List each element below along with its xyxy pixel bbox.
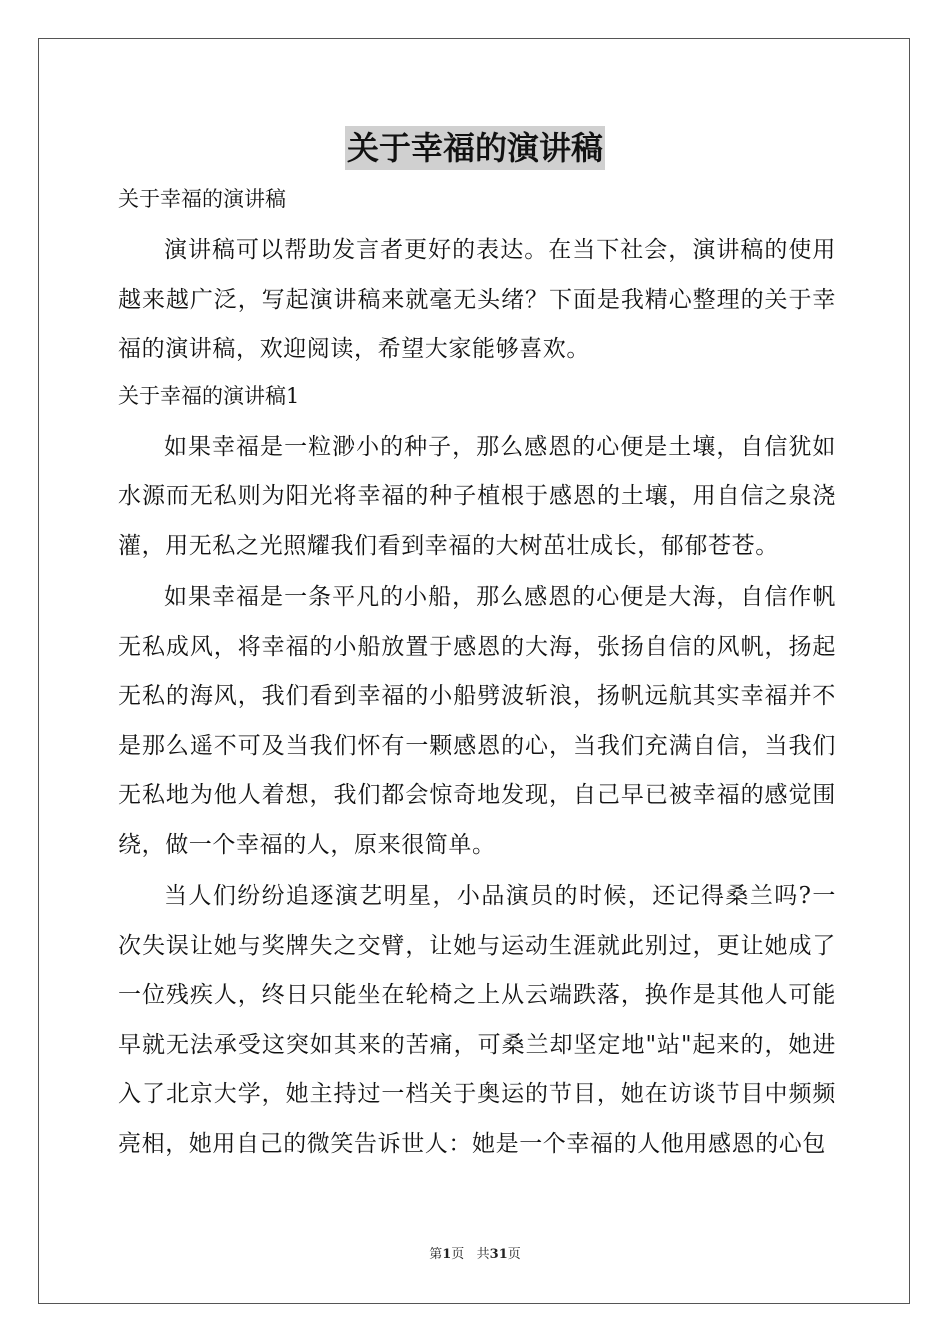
intro-paragraph: 演讲稿可以帮助发言者更好的表达。在当下社会，演讲稿的使用越来越广泛，写起演讲稿来就毫无头绪？下面是我精心整理的关于幸福的演讲稿，欢迎阅读，希望大家能够喜欢。: [118, 237, 836, 362]
document-title: 关于幸福的演讲稿: [345, 126, 605, 170]
document-body: [118, 180, 836, 1171]
document-subtitle: 关于幸福的演讲稿: [118, 187, 286, 211]
footer-total-pages: 31: [489, 1247, 508, 1262]
body-paragraph-2: 如果幸福是一条平凡的小船，那么感恩的心便是大海，自信作帆无私成风，将幸福的小船放置于感恩的大海，张扬自信的风帆，扬起无私的海风，我们看到幸福的小船劈波斩浪，扬帆远航其实幸福并不是那么遥不可及当我们怀有一颗感恩的心，当我们充满自信，当我们无私地为他人着想，我们都会惊奇地发现，自己早已被幸福的感觉围绕，做一个幸福的人，原来很简单。: [118, 584, 836, 858]
footer-mid: 页 共: [451, 1247, 490, 1262]
body-paragraph-1: 如果幸福是一粒渺小的种子，那么感恩的心便是土壤，自信犹如水源而无私则为阳光将幸福的种子植根于感恩的土壤，用自信之泉浇灌，用无私之光照耀我们看到幸福的大树茁壮成长，郁郁苍苍。: [118, 433, 836, 559]
title-area: [0, 126, 950, 170]
page-footer: [0, 1246, 950, 1264]
footer-prefix: 第: [429, 1247, 443, 1262]
body-paragraph-3: 当人们纷纷追逐演艺明星，小品演员的时候，还记得桑兰吗?一次失误让她与奖牌失之交臂，让她与运动生涯就此别过，更让她成了一位残疾人，终日只能坐在轮椅之上从云端跌落，换作是其他人可能早就无法承受这突如其来的苦痛，可桑兰却坚定地"站"起来的，她进入了北京大学，她主持过一档关于奥运的节目，她在访谈节目中频频亮相，她用自己的微笑告诉世人：她是一个幸福的人他用感恩的心包: [118, 883, 836, 1157]
section-heading: 关于幸福的演讲稿1: [118, 383, 300, 408]
footer-page-number: 1: [442, 1247, 452, 1262]
footer-suffix: 页: [507, 1247, 521, 1262]
